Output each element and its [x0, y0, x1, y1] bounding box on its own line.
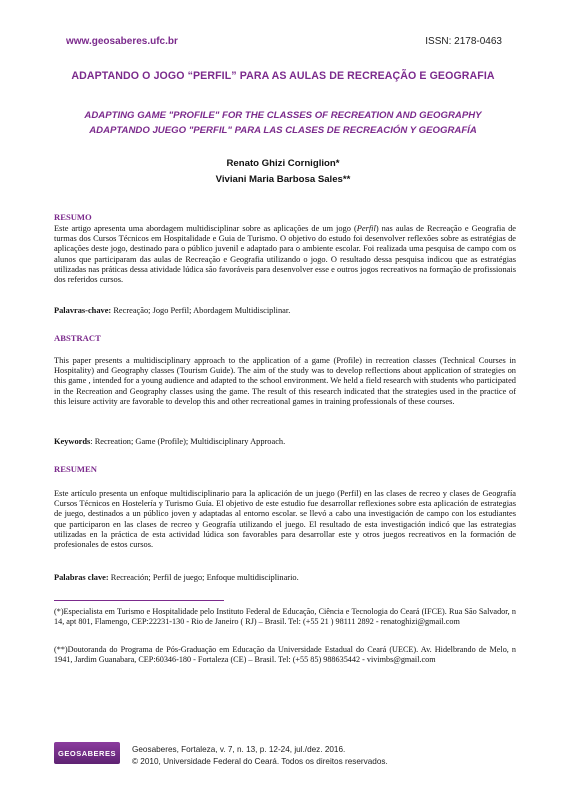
- author-1: Renato Ghizi Corniglion*: [226, 158, 340, 169]
- footnote-1: (*)Especialista em Turismo e Hospitalidade pelo Instituto Federal de Educação, Ciência e Tecnologia do Ceará (IFCE). Rua São Salvador, n 14, apt 801, Flamengo, CEP:22231-130 - Rio de Janeiro ( RJ) – Brasil. Tel: (+55 21 ) 98111 2892 - renatoghizi@gmail.com: [54, 607, 516, 627]
- title-english: ADAPTING GAME "PROFILE" FOR THE CLASSES OF RECREATION AND GEOGRAPHY: [84, 110, 482, 121]
- resumo-keywords: Palavras-chave: Recreação; Jogo Perfil; Abordagem Multidisciplinar.: [54, 306, 291, 315]
- issn-value: 2178-0463: [451, 36, 502, 47]
- issn-label: ISSN:: [425, 36, 452, 47]
- resumen-keywords: Palabras clave: Recreación; Perfil de juego; Enfoque multidisciplinario.: [54, 573, 299, 582]
- resumen-heading: RESUMEN: [54, 464, 97, 474]
- abstract-keywords: Keywords: Recreation; Game (Profile); Multidisciplinary Approach.: [54, 437, 286, 446]
- footer-citation: Geosaberes, Fortaleza, v. 7, n. 13, p. 12-24, jul./dez. 2016.: [132, 745, 346, 754]
- logo-text: GEOSABERES: [58, 748, 116, 758]
- resumo-heading: RESUMO: [54, 212, 92, 222]
- abstract-heading: ABSTRACT: [54, 333, 101, 343]
- footer-copyright: © 2010, Universidade Federal do Ceará. Todos os direitos reservados.: [132, 757, 388, 766]
- title-portuguese: ADAPTANDO O JOGO “PERFIL” PARA AS AULAS DE RECREAÇÃO E GEOGRAFIA: [71, 70, 495, 82]
- resumen-text: Este artículo presenta un enfoque multidisciplinario para la aplicación de un juego (Perfil) en las clases de recreo y clases de Geografía Cursos Técnicos en Hostelería y Turismo Guía. El objetivo de este estudio fue desarrollar reflexiones sobre esta aplicación de estrategias de juego, destinados a un público joven y adaptadas al entorno escolar. se llevó a cabo una investigación de campo con los estudiantes que participaron en las clases de recreo y Geografía utilizando el juego. El resultado de esta investigación indicó que las estrategias utilizadas en la práctica de esta actividad lúdica son favorables para desarrollar este y otros juegos recreativos en la formación de profesionales de estos cursos.: [54, 489, 516, 550]
- journal-url[interactable]: www.geosaberes.ufc.br: [66, 36, 178, 47]
- abstract-text: This paper presents a multidisciplinary approach to the application of a game (Profile) in recreation classes (Technical Courses in Hospitality) and Geography classes (Tourism Guide). The aim of the study was to develop reflections about application of strategies on this game , intended for a young audience and adapted to the school environment. We held a field research with students who participated in the Recreation and Geography classes using the game. The result of this research indicated that the strategies used in the practice of this leisure activity are favorable to develop this and other recreational games in training professionals of these courses.: [54, 356, 516, 406]
- geosaberes-logo: [54, 742, 120, 764]
- title-spanish: ADAPTANDO JUEGO "PERFIL" PARA LAS CLASES DE RECREACIÓN Y GEOGRAFÍA: [89, 125, 477, 136]
- footnote-divider: [54, 600, 224, 601]
- author-2: Viviani Maria Barbosa Sales**: [215, 174, 351, 185]
- issn: [425, 36, 502, 47]
- resumo-text: Este artigo apresenta uma abordagem multidisciplinar sobre as aplicações de um jogo (Perfil) nas aulas de Recreação e Geografia de turmas dos Cursos Técnicos em Hospitalidade e Guia de Turismo. O objetivo do estudo foi desenvolver reflexões sobre as estratégias de aplicações deste jogo, destinado para o público juvenil e adaptado para o ambiente escolar. Foi realizada uma pesquisa de campo com os alunos que participaram das aulas de Recreação e Geografia utilizando o jogo. O resultado dessa pesquisa indicou que as estratégias utilizadas nas práticas dessa atividade lúdica são favoráveis para desenvolver esse e outros jogos recreativos na formação de profissionais dos referidos cursos.: [54, 224, 516, 285]
- footnote-2: (**)Doutoranda do Programa de Pós-Graduação em Educação da Universidade Estadual do Ceará (UECE). Av. Hidelbrando de Melo, n 1941, Jardim Guanabara, CEP:60346-180 - Fortaleza (CE) – Brasil. Tel: (+55 85) 988635442 - vivimbs@gmail.com: [54, 645, 516, 665]
